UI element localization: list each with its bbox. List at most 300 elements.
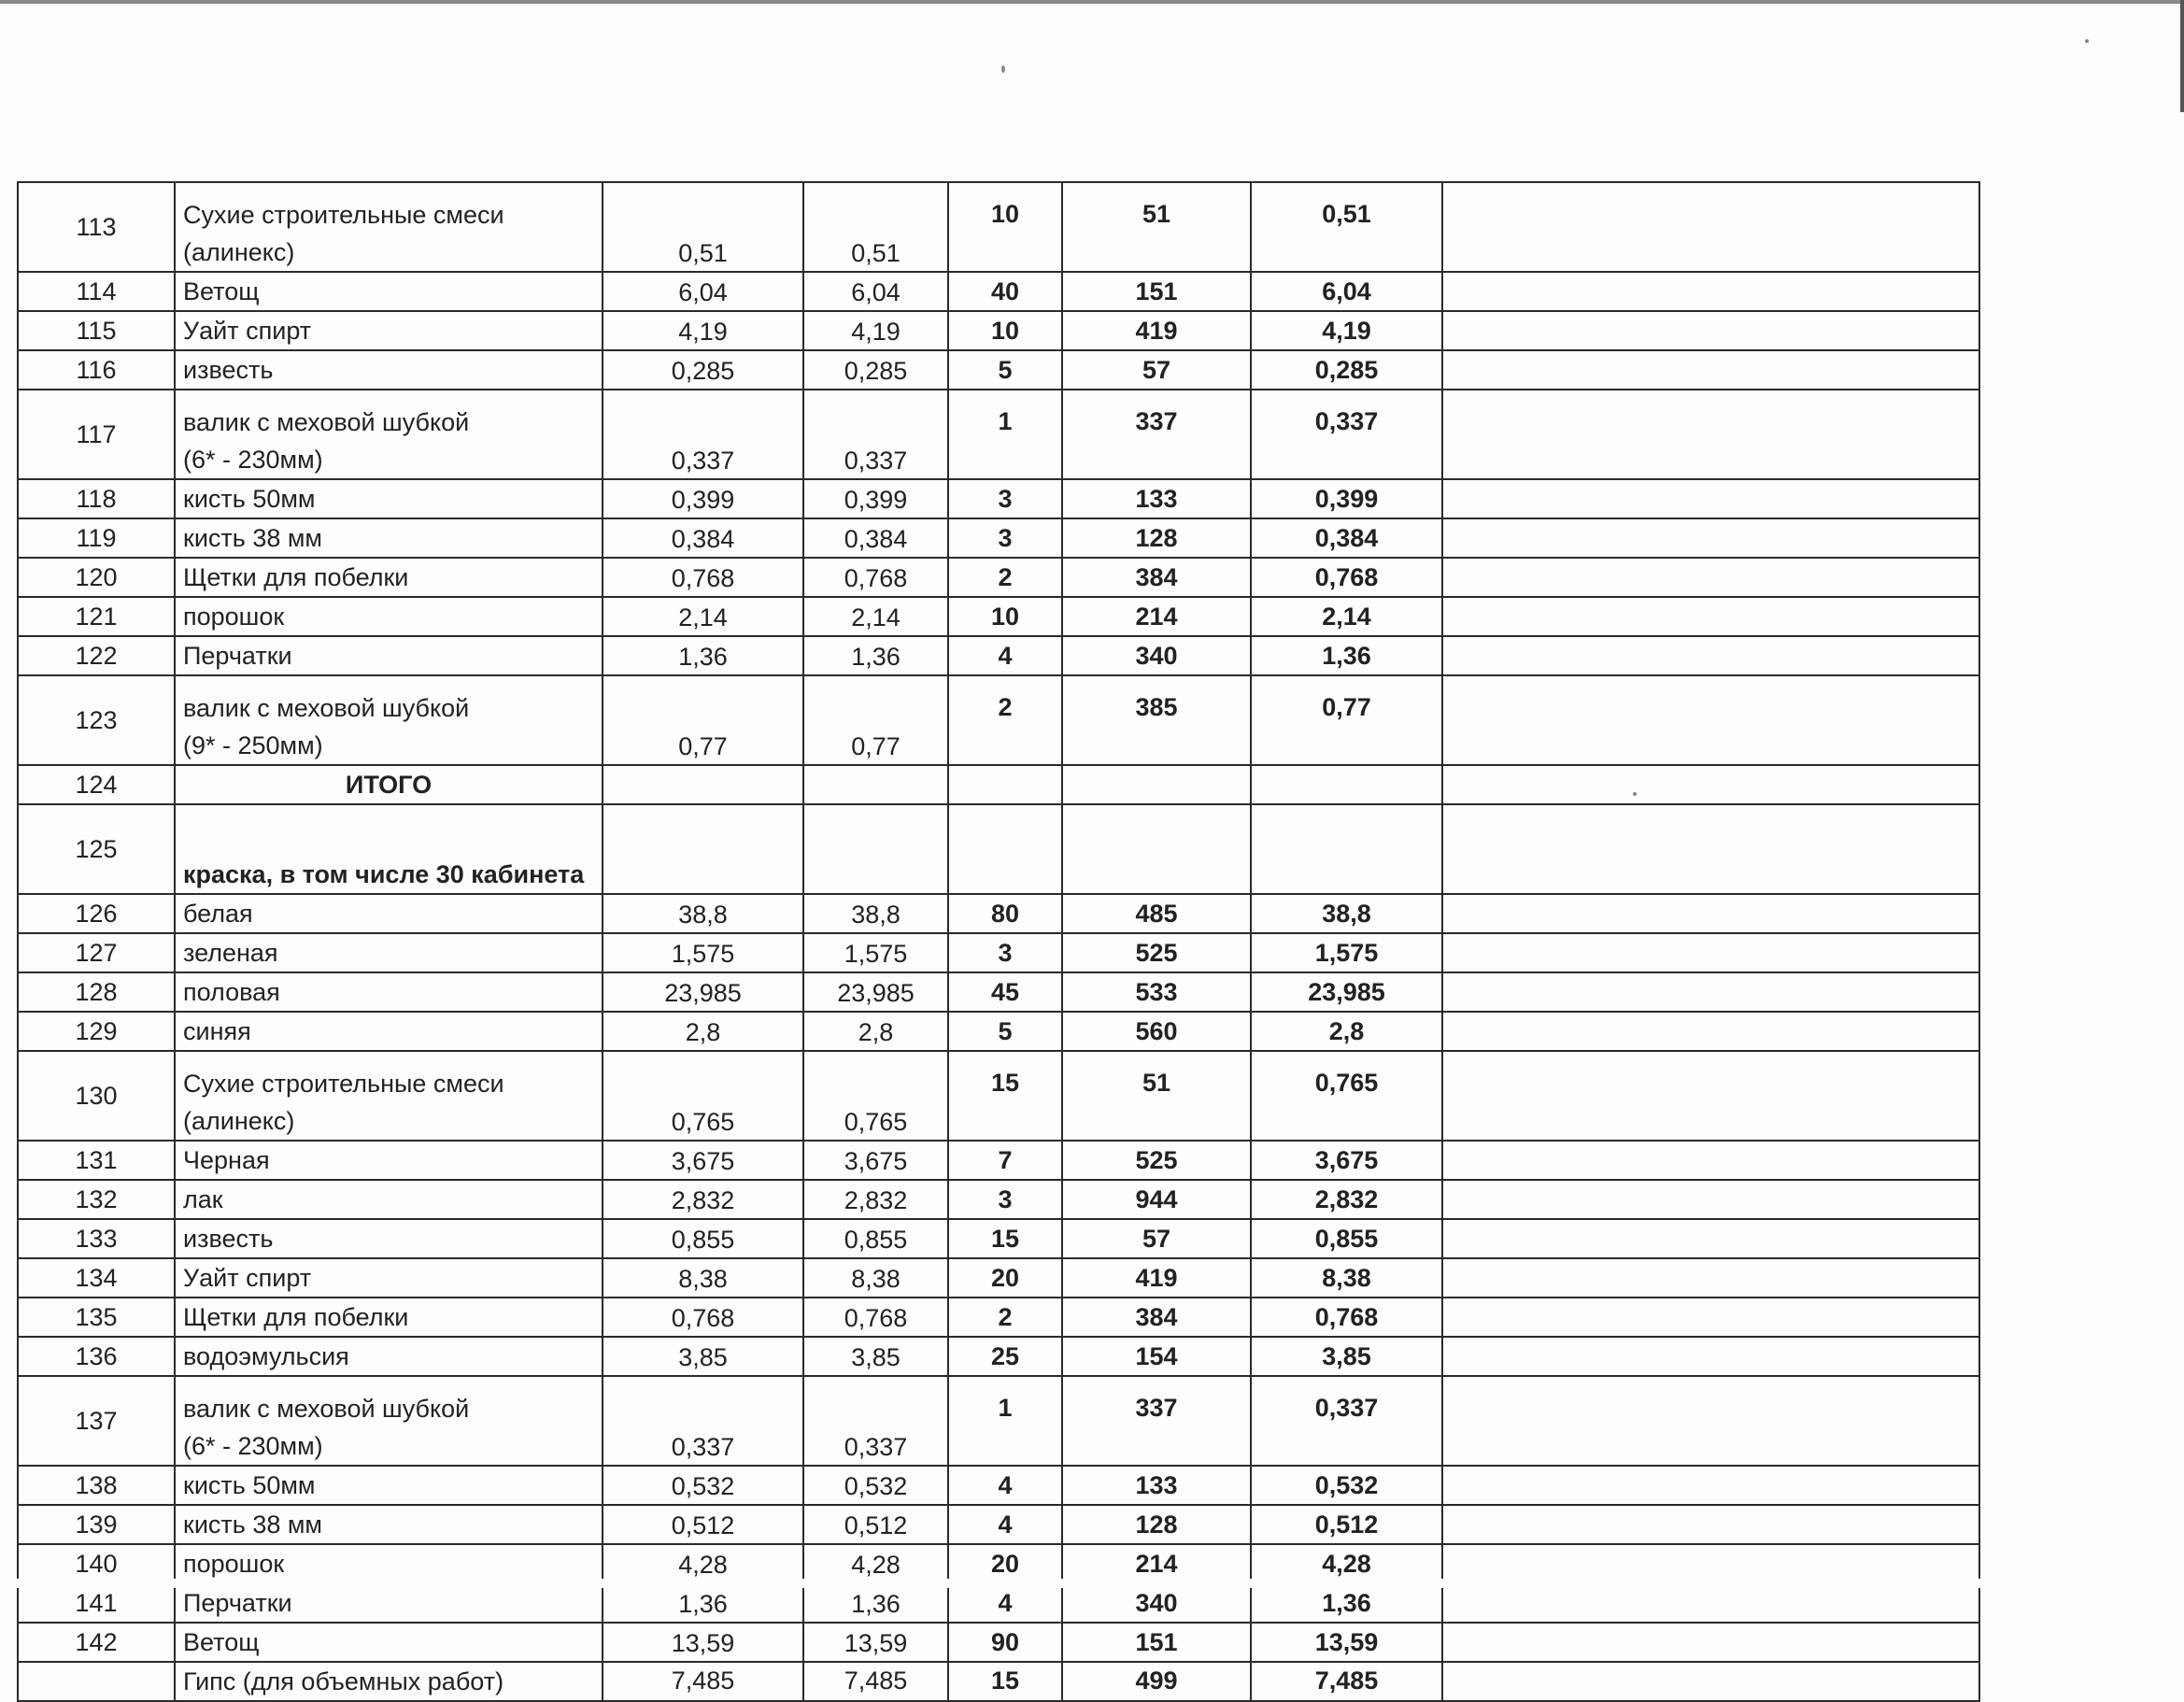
row-number-cell: 138 [18,1466,175,1505]
empty-cell [1442,182,1979,272]
item-name-line: кисть 38 мм [183,1511,322,1539]
price-cell: 340 [1062,636,1251,675]
empty-cell [1442,1583,1979,1623]
table-row [18,1662,1979,1701]
quantity-cell: 10 [948,597,1062,636]
row-number-cell: 137 [18,1376,175,1466]
empty-cell [1442,1623,1979,1662]
value-1-cell: 3,675 [603,1141,803,1180]
table-row [18,1051,1979,1141]
table-row [18,1012,1979,1051]
price-cell: 151 [1062,272,1251,311]
item-name-line: Уайт спирт [183,1264,312,1292]
value-2-cell: 23,985 [803,972,948,1012]
quantity-cell: 2 [948,1298,1062,1337]
price-cell: 337 [1062,390,1251,479]
item-name-line: краска, в том числе 30 кабинета [183,860,585,888]
empty-cell [1442,972,1979,1012]
value-2-cell: 4,28 [803,1544,948,1583]
sum-cell [1251,804,1442,894]
quantity-cell: 7 [948,1141,1062,1180]
sum-cell: 1,36 [1251,636,1442,675]
quantity-cell [948,804,1062,894]
item-name-cell [175,597,603,636]
table-row [18,933,1979,972]
price-cell: 384 [1062,1298,1251,1337]
row-number-cell: 133 [18,1219,175,1258]
price-cell: 419 [1062,311,1251,350]
value-1-cell: 0,337 [603,390,803,479]
price-cell: 57 [1062,350,1251,390]
value-1-cell: 4,28 [603,1544,803,1583]
row-number-cell: 127 [18,933,175,972]
value-1-cell: 0,855 [603,1219,803,1258]
price-cell: 385 [1062,675,1251,765]
empty-cell [1442,765,1979,804]
quantity-cell: 3 [948,518,1062,558]
value-2-cell: 0,768 [803,1298,948,1337]
empty-cell [1442,1544,1979,1583]
table-row [18,1219,1979,1258]
quantity-cell: 15 [948,1219,1062,1258]
quantity-cell: 3 [948,1180,1062,1219]
table-row [18,272,1979,311]
table-row [18,1337,1979,1376]
value-2-cell: 7,485 [803,1662,948,1701]
item-name-cell [175,675,603,765]
sum-cell: 4,28 [1251,1544,1442,1583]
table-row [18,1583,1979,1623]
value-2-cell: 2,832 [803,1180,948,1219]
empty-cell [1442,636,1979,675]
item-name-line: синяя [183,1017,251,1045]
empty-cell [1442,933,1979,972]
table-row [18,597,1979,636]
empty-cell [1442,1012,1979,1051]
item-name-line: кисть 38 мм [183,524,322,552]
item-name-line: (6* - 230мм) [183,446,323,474]
value-2-cell: 0,285 [803,350,948,390]
sum-cell: 1,575 [1251,933,1442,972]
item-name-line: водоэмульсия [183,1342,349,1370]
sum-cell: 0,399 [1251,479,1442,518]
empty-cell [1442,1219,1979,1258]
quantity-cell: 3 [948,479,1062,518]
value-1-cell: 1,36 [603,1583,803,1623]
item-name-cell [175,1466,603,1505]
item-name-line: кисть 50мм [183,1471,316,1499]
price-cell [1062,765,1251,804]
item-name-line: известь [183,1225,274,1253]
table-row [18,1623,1979,1662]
row-number-cell: 117 [18,390,175,479]
value-1-cell: 2,8 [603,1012,803,1051]
value-1-cell: 38,8 [603,894,803,933]
value-1-cell: 1,36 [603,636,803,675]
item-name-line: Ветощ [183,277,260,305]
price-cell: 51 [1062,182,1251,272]
item-name-line: ИТОГО [345,771,433,799]
quantity-cell: 10 [948,182,1062,272]
quantity-cell: 4 [948,1466,1062,1505]
quantity-cell: 45 [948,972,1062,1012]
item-name-cell [175,804,603,894]
value-1-cell: 7,485 [603,1662,803,1701]
row-number-cell: 121 [18,597,175,636]
empty-cell [1442,1376,1979,1466]
item-name-line: половая [183,978,280,1006]
sum-cell: 2,832 [1251,1180,1442,1219]
item-name-cell [175,1505,603,1544]
value-2-cell: 2,14 [803,597,948,636]
row-number-cell: 113 [18,182,175,272]
item-name-cell [175,1298,603,1337]
row-number-cell: 132 [18,1180,175,1219]
price-cell: 525 [1062,1141,1251,1180]
sum-cell: 0,384 [1251,518,1442,558]
row-number-cell: 139 [18,1505,175,1544]
scan-speck [2085,39,2089,43]
row-number-cell: 128 [18,972,175,1012]
value-2-cell: 0,51 [803,182,948,272]
price-cell: 340 [1062,1583,1251,1623]
value-2-cell: 0,765 [803,1051,948,1141]
item-name-cell [175,1337,603,1376]
scan-edge [0,0,2184,4]
item-name-line: Щетки для побелки [183,1303,409,1331]
row-number-cell: 116 [18,350,175,390]
price-cell: 499 [1062,1662,1251,1701]
table-row [18,1466,1979,1505]
value-1-cell: 0,512 [603,1505,803,1544]
item-name-cell [175,182,603,272]
item-name-cell [175,1623,603,1662]
item-name-line: (6* - 230мм) [183,1432,323,1460]
item-name-cell [175,933,603,972]
empty-cell [1442,1180,1979,1219]
value-1-cell [603,804,803,894]
row-number-cell: 126 [18,894,175,933]
value-1-cell: 0,51 [603,182,803,272]
table-row [18,675,1979,765]
empty-cell [1442,804,1979,894]
sum-cell: 0,532 [1251,1466,1442,1505]
sum-cell: 3,85 [1251,1337,1442,1376]
empty-cell [1442,1466,1979,1505]
empty-cell [1442,272,1979,311]
sum-cell: 4,19 [1251,311,1442,350]
item-name-cell [175,1583,603,1623]
item-name-line: (алинекс) [183,238,295,266]
item-name-cell [175,765,603,804]
price-cell: 151 [1062,1623,1251,1662]
item-name-line: Сухие строительные смеси [183,201,504,229]
item-name-cell [175,894,603,933]
item-name-line: Уайт спирт [183,317,312,345]
item-name-line: белая [183,900,253,928]
sum-cell: 2,14 [1251,597,1442,636]
page-bottom-edge [0,1579,2184,1588]
price-cell: 419 [1062,1258,1251,1298]
sum-cell: 0,77 [1251,675,1442,765]
value-2-cell: 1,575 [803,933,948,972]
row-number-cell: 122 [18,636,175,675]
value-2-cell: 38,8 [803,894,948,933]
item-name-cell [175,350,603,390]
value-2-cell: 3,675 [803,1141,948,1180]
value-2-cell: 0,512 [803,1505,948,1544]
item-name-line: лак [183,1185,223,1213]
empty-cell [1442,518,1979,558]
row-number-cell: 131 [18,1141,175,1180]
price-cell: 133 [1062,479,1251,518]
price-cell: 128 [1062,518,1251,558]
price-cell: 214 [1062,1544,1251,1583]
value-1-cell: 0,285 [603,350,803,390]
row-number-cell: 134 [18,1258,175,1298]
price-cell: 533 [1062,972,1251,1012]
value-1-cell: 0,384 [603,518,803,558]
sum-cell [1251,765,1442,804]
row-number-cell: 141 [18,1583,175,1623]
table-row [18,1141,1979,1180]
sum-cell: 7,485 [1251,1662,1442,1701]
quantity-cell: 5 [948,350,1062,390]
item-name-cell [175,1180,603,1219]
empty-cell [1442,558,1979,597]
row-number-cell: 125 [18,804,175,894]
sum-cell: 0,51 [1251,182,1442,272]
table-row [18,311,1979,350]
item-name-line: Щетки для побелки [183,563,409,591]
row-number-cell [18,1662,175,1701]
item-name-cell [175,479,603,518]
value-1-cell: 3,85 [603,1337,803,1376]
sum-cell: 0,337 [1251,390,1442,479]
row-number-cell: 142 [18,1623,175,1662]
empty-cell [1442,894,1979,933]
price-cell: 525 [1062,933,1251,972]
value-2-cell: 0,77 [803,675,948,765]
row-number-cell: 130 [18,1051,175,1141]
sum-cell: 2,8 [1251,1012,1442,1051]
table-row [18,558,1979,597]
scan-edge [2180,0,2184,112]
quantity-cell: 4 [948,1505,1062,1544]
sum-cell: 38,8 [1251,894,1442,933]
quantity-cell: 15 [948,1662,1062,1701]
table-row [18,1505,1979,1544]
table-row [18,894,1979,933]
quantity-cell: 4 [948,1583,1062,1623]
value-1-cell: 2,832 [603,1180,803,1219]
price-cell: 485 [1062,894,1251,933]
table-row [18,182,1979,272]
quantity-cell: 40 [948,272,1062,311]
item-name-cell [175,311,603,350]
value-2-cell: 0,337 [803,1376,948,1466]
table-row [18,636,1979,675]
sum-cell: 0,768 [1251,1298,1442,1337]
document-sheet [17,181,1978,1702]
value-1-cell: 0,337 [603,1376,803,1466]
empty-cell [1442,1505,1979,1544]
table-row [18,804,1979,894]
item-name-cell [175,390,603,479]
scan-speck [1001,65,1005,73]
item-name-line: Перчатки [183,1589,292,1617]
value-2-cell: 0,768 [803,558,948,597]
empty-cell [1442,1051,1979,1141]
value-1-cell: 4,19 [603,311,803,350]
price-cell [1062,804,1251,894]
empty-cell [1442,1258,1979,1298]
price-cell: 214 [1062,597,1251,636]
item-name-line: порошок [183,603,285,631]
item-name-line: Перчатки [183,642,292,670]
row-number-cell: 120 [18,558,175,597]
item-name-line: Сухие строительные смеси [183,1070,504,1098]
price-cell: 560 [1062,1012,1251,1051]
quantity-cell [948,765,1062,804]
price-cell: 337 [1062,1376,1251,1466]
value-2-cell: 0,384 [803,518,948,558]
row-number-cell: 115 [18,311,175,350]
item-name-line: Гипс (для объемных работ) [183,1667,504,1695]
value-2-cell: 1,36 [803,636,948,675]
sum-cell: 0,512 [1251,1505,1442,1544]
quantity-cell: 1 [948,1376,1062,1466]
row-number-cell: 118 [18,479,175,518]
materials-table [17,181,1980,1702]
value-2-cell: 0,337 [803,390,948,479]
table-row [18,390,1979,479]
price-cell: 133 [1062,1466,1251,1505]
value-1-cell: 0,765 [603,1051,803,1141]
table-row [18,518,1979,558]
price-cell: 51 [1062,1051,1251,1141]
item-name-cell [175,1258,603,1298]
quantity-cell: 20 [948,1544,1062,1583]
row-number-cell: 119 [18,518,175,558]
value-2-cell: 0,855 [803,1219,948,1258]
price-cell: 384 [1062,558,1251,597]
value-2-cell: 2,8 [803,1012,948,1051]
quantity-cell: 15 [948,1051,1062,1141]
value-1-cell: 13,59 [603,1623,803,1662]
value-2-cell [803,765,948,804]
sum-cell: 6,04 [1251,272,1442,311]
value-2-cell: 6,04 [803,272,948,311]
value-2-cell: 0,399 [803,479,948,518]
item-name-line: валик с меховой шубкой [183,1395,470,1423]
price-cell: 944 [1062,1180,1251,1219]
price-cell: 128 [1062,1505,1251,1544]
row-number-cell: 129 [18,1012,175,1051]
row-number-cell: 114 [18,272,175,311]
item-name-line: валик с меховой шубкой [183,408,470,436]
item-name-line: известь [183,356,274,384]
value-1-cell: 23,985 [603,972,803,1012]
quantity-cell: 80 [948,894,1062,933]
sum-cell: 3,675 [1251,1141,1442,1180]
item-name-cell [175,1376,603,1466]
quantity-cell: 20 [948,1258,1062,1298]
sum-cell: 23,985 [1251,972,1442,1012]
item-name-cell [175,1012,603,1051]
item-name-cell [175,636,603,675]
table-row [18,479,1979,518]
value-1-cell: 0,532 [603,1466,803,1505]
item-name-line: (алинекс) [183,1107,295,1135]
sum-cell: 0,285 [1251,350,1442,390]
table-row [18,1544,1979,1583]
empty-cell [1442,1298,1979,1337]
value-1-cell: 8,38 [603,1258,803,1298]
sum-cell: 13,59 [1251,1623,1442,1662]
quantity-cell: 1 [948,390,1062,479]
quantity-cell: 5 [948,1012,1062,1051]
value-1-cell: 0,399 [603,479,803,518]
sum-cell: 0,765 [1251,1051,1442,1141]
item-name-line: Ветощ [183,1628,260,1656]
value-2-cell: 0,532 [803,1466,948,1505]
value-2-cell [803,804,948,894]
item-name-cell [175,518,603,558]
row-number-cell: 135 [18,1298,175,1337]
table-row [18,972,1979,1012]
price-cell: 57 [1062,1219,1251,1258]
empty-cell [1442,390,1979,479]
empty-cell [1442,479,1979,518]
item-name-line: зеленая [183,939,278,967]
table-row [18,1376,1979,1466]
empty-cell [1442,311,1979,350]
item-name-cell [175,972,603,1012]
value-1-cell: 0,77 [603,675,803,765]
empty-cell [1442,597,1979,636]
item-name-line: порошок [183,1550,285,1578]
item-name-cell [175,1662,603,1701]
value-1-cell: 0,768 [603,558,803,597]
table-row [18,1180,1979,1219]
quantity-cell: 90 [948,1623,1062,1662]
row-number-cell: 123 [18,675,175,765]
sum-cell: 0,337 [1251,1376,1442,1466]
item-name-cell [175,1141,603,1180]
sum-cell: 0,768 [1251,558,1442,597]
value-2-cell: 1,36 [803,1583,948,1623]
empty-cell [1442,1141,1979,1180]
sum-cell: 8,38 [1251,1258,1442,1298]
value-2-cell: 13,59 [803,1623,948,1662]
value-1-cell: 2,14 [603,597,803,636]
row-number-cell: 136 [18,1337,175,1376]
table-body [18,182,1979,1701]
quantity-cell: 2 [948,675,1062,765]
item-name-line: валик с меховой шубкой [183,694,470,722]
table-row [18,765,1979,804]
price-cell: 154 [1062,1337,1251,1376]
row-number-cell: 140 [18,1544,175,1583]
empty-cell [1442,1662,1979,1701]
table-row [18,1298,1979,1337]
item-name-line: кисть 50мм [183,485,316,513]
item-name-cell [175,1051,603,1141]
row-number-cell: 124 [18,765,175,804]
empty-cell [1442,675,1979,765]
quantity-cell: 25 [948,1337,1062,1376]
